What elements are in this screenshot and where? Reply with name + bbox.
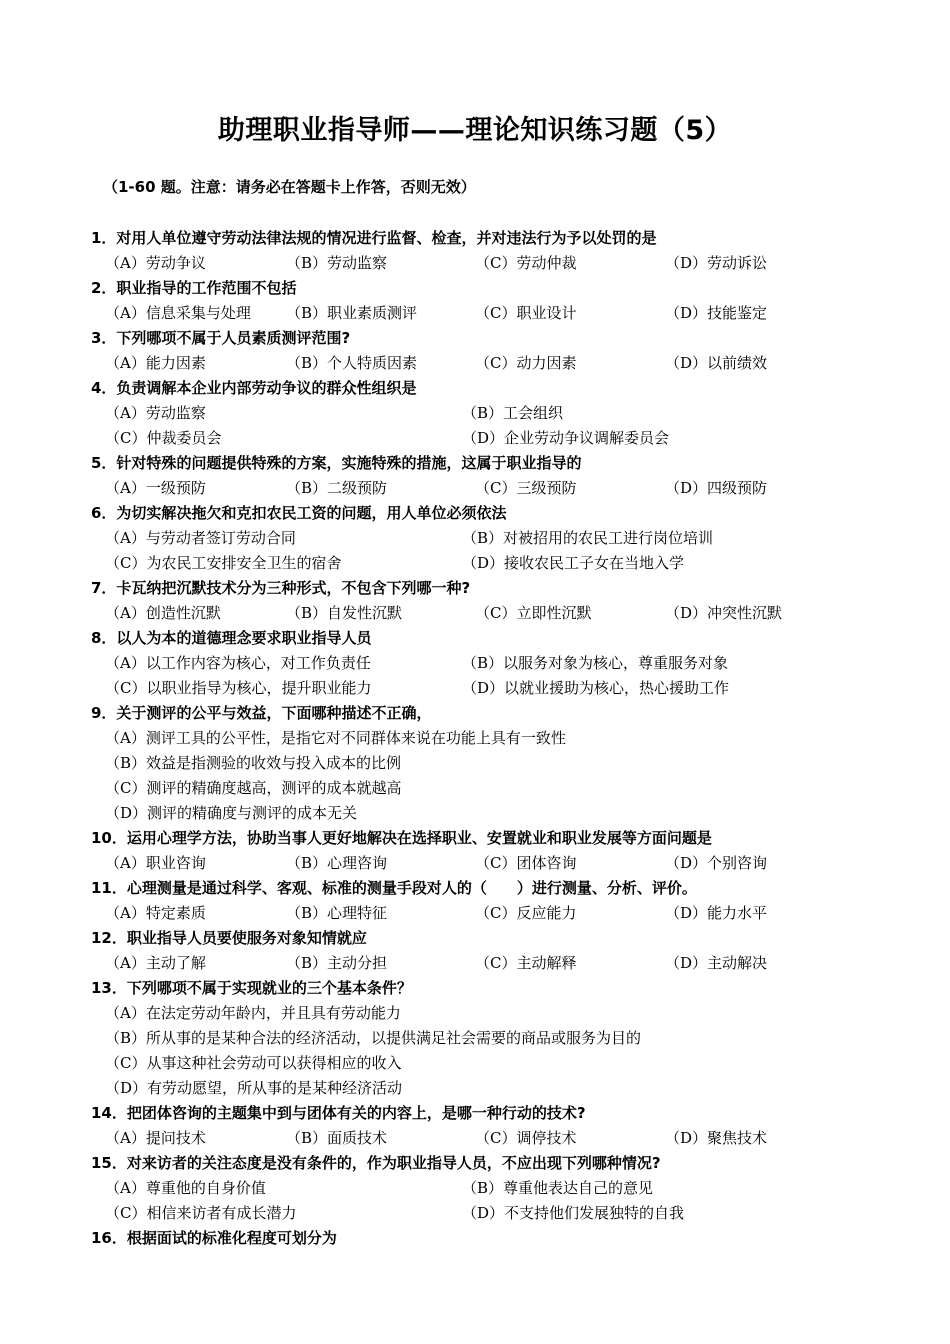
question-item xyxy=(91,376,871,451)
answer-option: （D）冲突性沉默 xyxy=(665,604,783,622)
question-stem: 14．把团体咨询的主题集中到与团体有关的内容上，是哪一种行动的技术? xyxy=(91,1104,586,1122)
answer-option: （C）从事这种社会劳动可以获得相应的收入 xyxy=(105,1054,402,1072)
answer-option: （B）二级预防 xyxy=(286,479,388,497)
answer-option: （A）职业咨询 xyxy=(105,854,206,872)
question-item xyxy=(91,501,871,576)
answer-option: （C）以职业指导为核心，提升职业能力 xyxy=(105,679,372,697)
answer-option: （B）工会组织 xyxy=(462,404,564,422)
answer-option: （A）以工作内容为核心，对工作负责任 xyxy=(105,654,371,672)
exam-note: （1-60 题。注意：请务必在答题卡上作答，否则无效） xyxy=(103,178,476,196)
question-item xyxy=(91,1151,871,1226)
answer-option: （D）技能鉴定 xyxy=(665,304,768,322)
answer-option: （A）主动了解 xyxy=(105,954,206,972)
answer-option: （A）一级预防 xyxy=(105,479,206,497)
answer-option: （C）调停技术 xyxy=(475,1129,577,1147)
question-stem: 8．以人为本的道德理念要求职业指导人员 xyxy=(91,629,372,647)
question-stem: 11．心理测量是通过科学、客观、标准的测量手段对人的（ ）进行测量、分析、评价。 xyxy=(91,879,697,897)
answer-option: （C）反应能力 xyxy=(475,904,577,922)
question-stem: 16．根据面试的标准化程度可划分为 xyxy=(91,1229,337,1247)
answer-option: （B）对被招用的农民工进行岗位培训 xyxy=(462,529,714,547)
answer-option: （B）主动分担 xyxy=(286,954,388,972)
question-stem: 1．对用人单位遵守劳动法律法规的情况进行监督、检查，并对违法行为予以处罚的是 xyxy=(91,229,657,247)
answer-option: （C）劳动仲裁 xyxy=(475,254,577,272)
answer-option: （D）个别咨询 xyxy=(665,854,768,872)
answer-option: （A）尊重他的自身价值 xyxy=(105,1179,266,1197)
option-row xyxy=(91,301,871,326)
option-row xyxy=(91,1001,871,1026)
answer-option: （A）提问技术 xyxy=(105,1129,206,1147)
question-stem: 15．对来访者的关注态度是没有条件的，作为职业指导人员，不应出现下列哪种情况? xyxy=(91,1154,661,1172)
option-row xyxy=(91,1026,871,1051)
answer-option: （D）能力水平 xyxy=(665,904,768,922)
question-stem: 4．负责调解本企业内部劳动争议的群众性组织是 xyxy=(91,379,417,397)
option-row xyxy=(91,901,871,926)
answer-option: （D）接收农民工子女在当地入学 xyxy=(462,554,685,572)
answer-option: （D）有劳动愿望，所从事的是某种经济活动 xyxy=(105,1079,403,1097)
option-row xyxy=(91,776,871,801)
option-row xyxy=(91,751,871,776)
answer-option: （C）仲裁委员会 xyxy=(105,429,222,447)
question-stem: 10．运用心理学方法，协助当事人更好地解决在选择职业、安置就业和职业发展等方面问题是 xyxy=(91,829,712,847)
answer-option: （C）主动解释 xyxy=(475,954,577,972)
question-item xyxy=(91,276,871,326)
question-item xyxy=(91,926,871,976)
question-item xyxy=(91,1101,871,1151)
answer-option: （D）主动解决 xyxy=(665,954,768,972)
option-row xyxy=(91,476,871,501)
answer-option: （B）效益是指测验的收效与投入成本的比例 xyxy=(105,754,402,772)
option-row xyxy=(91,1076,871,1101)
question-item xyxy=(91,626,871,701)
answer-option: （C）相信来访者有成长潜力 xyxy=(105,1204,297,1222)
answer-option: （C）三级预防 xyxy=(475,479,577,497)
question-item xyxy=(91,976,871,1101)
option-row xyxy=(91,351,871,376)
answer-option: （C）职业设计 xyxy=(475,304,577,322)
answer-option: （B）心理特征 xyxy=(286,904,388,922)
answer-option: （C）团体咨询 xyxy=(475,854,577,872)
answer-option: （A）能力因素 xyxy=(105,354,206,372)
answer-option: （B）劳动监察 xyxy=(286,254,388,272)
question-stem: 2．职业指导的工作范围不包括 xyxy=(91,279,297,297)
answer-option: （D）四级预防 xyxy=(665,479,768,497)
answer-option: （C）为农民工安排安全卫生的宿舍 xyxy=(105,554,342,572)
question-stem: 6．为切实解决拖欠和克扣农民工资的问题，用人单位必须依法 xyxy=(91,504,507,522)
page-title: 助理职业指导师——理论知识练习题（5） xyxy=(217,115,733,146)
answer-option: （A）与劳动者签订劳动合同 xyxy=(105,529,296,547)
answer-option: （B）尊重他表达自己的意见 xyxy=(462,1179,654,1197)
question-stem: 13．下列哪项不属于实现就业的三个基本条件？ xyxy=(91,979,412,997)
answer-option: （B）所从事的是某种合法的经济活动，以提供满足社会需要的商品或服务为目的 xyxy=(105,1029,642,1047)
answer-option: （B）面质技术 xyxy=(286,1129,388,1147)
question-item xyxy=(91,876,871,926)
answer-option: （A）特定素质 xyxy=(105,904,206,922)
option-row xyxy=(91,651,871,676)
answer-option: （A）测评工具的公平性，是指它对不同群体来说在功能上具有一致性 xyxy=(105,729,566,747)
answer-option: （C）立即性沉默 xyxy=(475,604,592,622)
option-row xyxy=(91,1051,871,1076)
question-item xyxy=(91,326,871,376)
answer-option: （B）个人特质因素 xyxy=(286,354,418,372)
option-row xyxy=(91,526,871,551)
option-row xyxy=(91,801,871,826)
option-row xyxy=(91,1126,871,1151)
question-item xyxy=(91,576,871,626)
question-stem: 9．关于测评的公平与效益，下面哪种描述不正确， xyxy=(91,704,432,722)
option-row xyxy=(91,601,871,626)
answer-option: （D）聚焦技术 xyxy=(665,1129,768,1147)
option-row xyxy=(91,1176,871,1201)
question-item xyxy=(91,826,871,876)
question-item xyxy=(91,1226,871,1251)
question-stem: 5．针对特殊的问题提供特殊的方案，实施特殊的措施，这属于职业指导的 xyxy=(91,454,582,472)
question-stem: 7．卡瓦纳把沉默技术分为三种形式，不包含下列哪一种? xyxy=(91,579,471,597)
answer-option: （B）心理咨询 xyxy=(286,854,388,872)
answer-option: （A）劳动争议 xyxy=(105,254,206,272)
answer-option: （B）职业素质测评 xyxy=(286,304,418,322)
option-row xyxy=(91,551,871,576)
answer-option: （A）在法定劳动年龄内，并且具有劳动能力 xyxy=(105,1004,401,1022)
option-row xyxy=(91,426,871,451)
answer-option: （A）信息采集与处理 xyxy=(105,304,251,322)
question-list xyxy=(91,226,871,1251)
answer-option: （D）劳动诉讼 xyxy=(665,254,768,272)
option-row xyxy=(91,251,871,276)
question-item xyxy=(91,451,871,501)
question-item xyxy=(91,226,871,276)
question-item xyxy=(91,701,871,826)
answer-option: （B）自发性沉默 xyxy=(286,604,403,622)
question-stem: 3．下列哪项不属于人员素质测评范围? xyxy=(91,329,351,347)
answer-option: （C）动力因素 xyxy=(475,354,577,372)
answer-option: （C）测评的精确度越高，测评的成本就越高 xyxy=(105,779,402,797)
option-row xyxy=(91,676,871,701)
option-row xyxy=(91,951,871,976)
answer-option: （D）以就业援助为核心，热心援助工作 xyxy=(462,679,730,697)
answer-option: （D）以前绩效 xyxy=(665,354,768,372)
option-row xyxy=(91,851,871,876)
answer-option: （A）劳动监察 xyxy=(105,404,206,422)
question-stem: 12．职业指导人员要使服务对象知情就应 xyxy=(91,929,367,947)
option-row xyxy=(91,401,871,426)
answer-option: （A）创造性沉默 xyxy=(105,604,221,622)
answer-option: （B）以服务对象为核心，尊重服务对象 xyxy=(462,654,729,672)
option-row xyxy=(91,1201,871,1226)
answer-option: （D）企业劳动争议调解委员会 xyxy=(462,429,670,447)
answer-option: （D）测评的精确度与测评的成本无关 xyxy=(105,804,358,822)
option-row xyxy=(91,726,871,751)
answer-option: （D）不支持他们发展独特的自我 xyxy=(462,1204,685,1222)
